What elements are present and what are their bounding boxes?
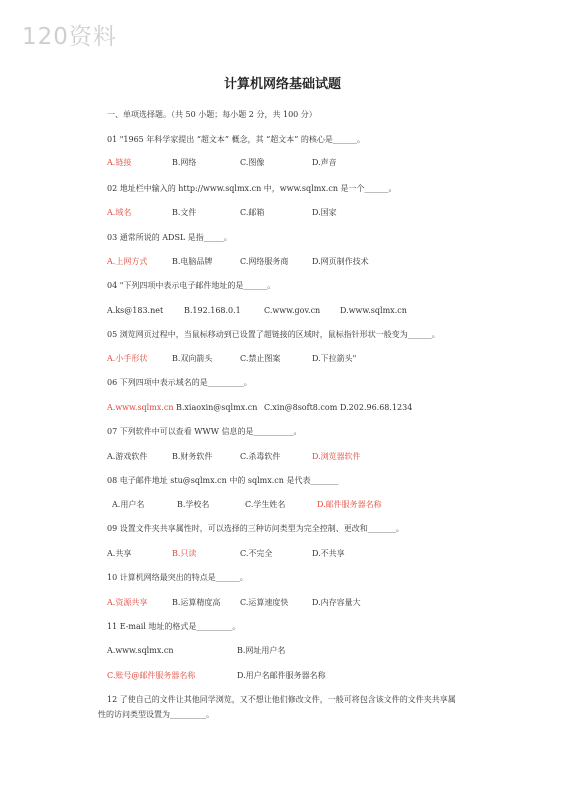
option-07-b: B.财务软件	[172, 452, 213, 461]
option-11-a: A.www.sqlmx.cn	[107, 646, 174, 655]
option-01-c: C.图像	[240, 158, 265, 167]
option-01-a: A.链接	[107, 158, 132, 167]
option-02-c: C.邮箱	[240, 208, 265, 217]
option-04-d: D.www.sqlmx.cn	[340, 306, 407, 315]
option-05-a: A.小手形状	[107, 354, 148, 363]
option-06-c: C.xin@8soft8.com	[264, 403, 338, 412]
option-01-b: B.网络	[172, 158, 197, 167]
option-01-d: D.声音	[312, 158, 337, 167]
option-11-b: B.网址用户名	[237, 646, 286, 655]
option-07-c: C.杀毒软件	[240, 452, 281, 461]
option-08-a: A.用户名	[112, 500, 145, 509]
question-09: 09 设置文件夹共享属性时，可以选择的三种访问类型为完全控制、更改和_______。	[107, 524, 404, 533]
question-10: 10 计算机网络最突出的特点是______。	[107, 573, 248, 582]
question-04: 04 "下列四项中表示电子邮件地址的是______。	[107, 281, 276, 290]
question-03: 03 通常所说的 ADSL 是指_____。	[107, 233, 232, 242]
question-08: 08 电子邮件地址 stu@sqlmx.cn 中的 sqlmx.cn 是代表_______	[107, 476, 339, 485]
question-02: 02 地址栏中输入的 http://www.sqlmx.cn 中，www.sqlmx.cn 是一个______。	[107, 184, 397, 193]
option-11-c: C.账号@邮件服务器名称	[107, 671, 196, 680]
option-07-a: A.游戏软件	[107, 452, 148, 461]
option-03-a: A.上网方式	[107, 257, 148, 266]
question-07: 07 下列软件中可以查看 WWW 信息的是__________。	[107, 427, 302, 436]
question-01: 01 "1965 年科学家提出 “超文本” 概念，其 “超文本” 的核心是______。	[107, 135, 365, 144]
option-05-b: B.双向箭头	[172, 354, 213, 363]
option-05-c: C.禁止图案	[240, 354, 281, 363]
option-09-b: B.只读	[172, 549, 197, 558]
option-03-d: D.网页制作技术	[312, 257, 369, 266]
option-07-d: D.浏览器软件	[312, 452, 361, 461]
option-02-b: B.文件	[172, 208, 197, 217]
option-06-d: D.202.96.68.1234	[340, 403, 413, 412]
question-06: 06 下列四项中表示域名的是_________。	[107, 378, 252, 387]
option-10-c: C.运算速度快	[240, 598, 289, 607]
page-title: 计算机网络基础试题	[223, 77, 341, 92]
option-04-a: A.ks@183.net	[107, 306, 164, 315]
option-02-a: A.域名	[107, 208, 132, 217]
question-12-line-1: 12 了使自己的文件让其他同学浏览，又不想让他们修改文件，一般可将包含该文件的文件夹共享属	[107, 695, 456, 704]
section-heading: 一、单项选择题。（共 50 小题；每小题 2 分，共 100 分）	[107, 110, 317, 119]
option-04-c: C.www.gov.cn	[264, 306, 321, 315]
option-06-b: B.xiaoxin@sqlmx.cn	[176, 403, 258, 412]
option-09-d: D.不共享	[312, 549, 345, 558]
option-08-c: C.学生姓名	[245, 500, 286, 509]
question-11: 11 E-mail 地址的格式是_________。	[107, 622, 241, 631]
option-05-d: D.下拉箭头"	[312, 354, 357, 363]
option-02-d: D.国家	[312, 208, 337, 217]
option-03-b: B.电脑品牌	[172, 257, 213, 266]
option-03-c: C.网络服务商	[240, 257, 289, 266]
option-10-b: B.运算精度高	[172, 598, 221, 607]
option-10-a: A.资源共享	[107, 598, 148, 607]
watermark-logo: 120资料	[22, 24, 117, 50]
option-09-a: A.共享	[107, 549, 132, 558]
option-11-d: D.用户名邮件服务器名称	[237, 671, 326, 680]
option-08-b: B.学校名	[177, 500, 210, 509]
option-08-d: D.邮件服务器名称	[317, 500, 382, 509]
option-10-d: D.内存容量大	[312, 598, 361, 607]
question-05: 05 浏览网页过程中，当鼠标移动到已设置了超链接的区域时，鼠标指针形状一般变为______。	[107, 330, 440, 339]
option-09-c: C.不完全	[240, 549, 273, 558]
option-04-b: B.192.168.0.1	[184, 306, 241, 315]
option-06-a: A.www.sqlmx.cn	[107, 403, 174, 412]
question-12-line-2: 性的访问类型设置为_________。	[98, 710, 214, 719]
